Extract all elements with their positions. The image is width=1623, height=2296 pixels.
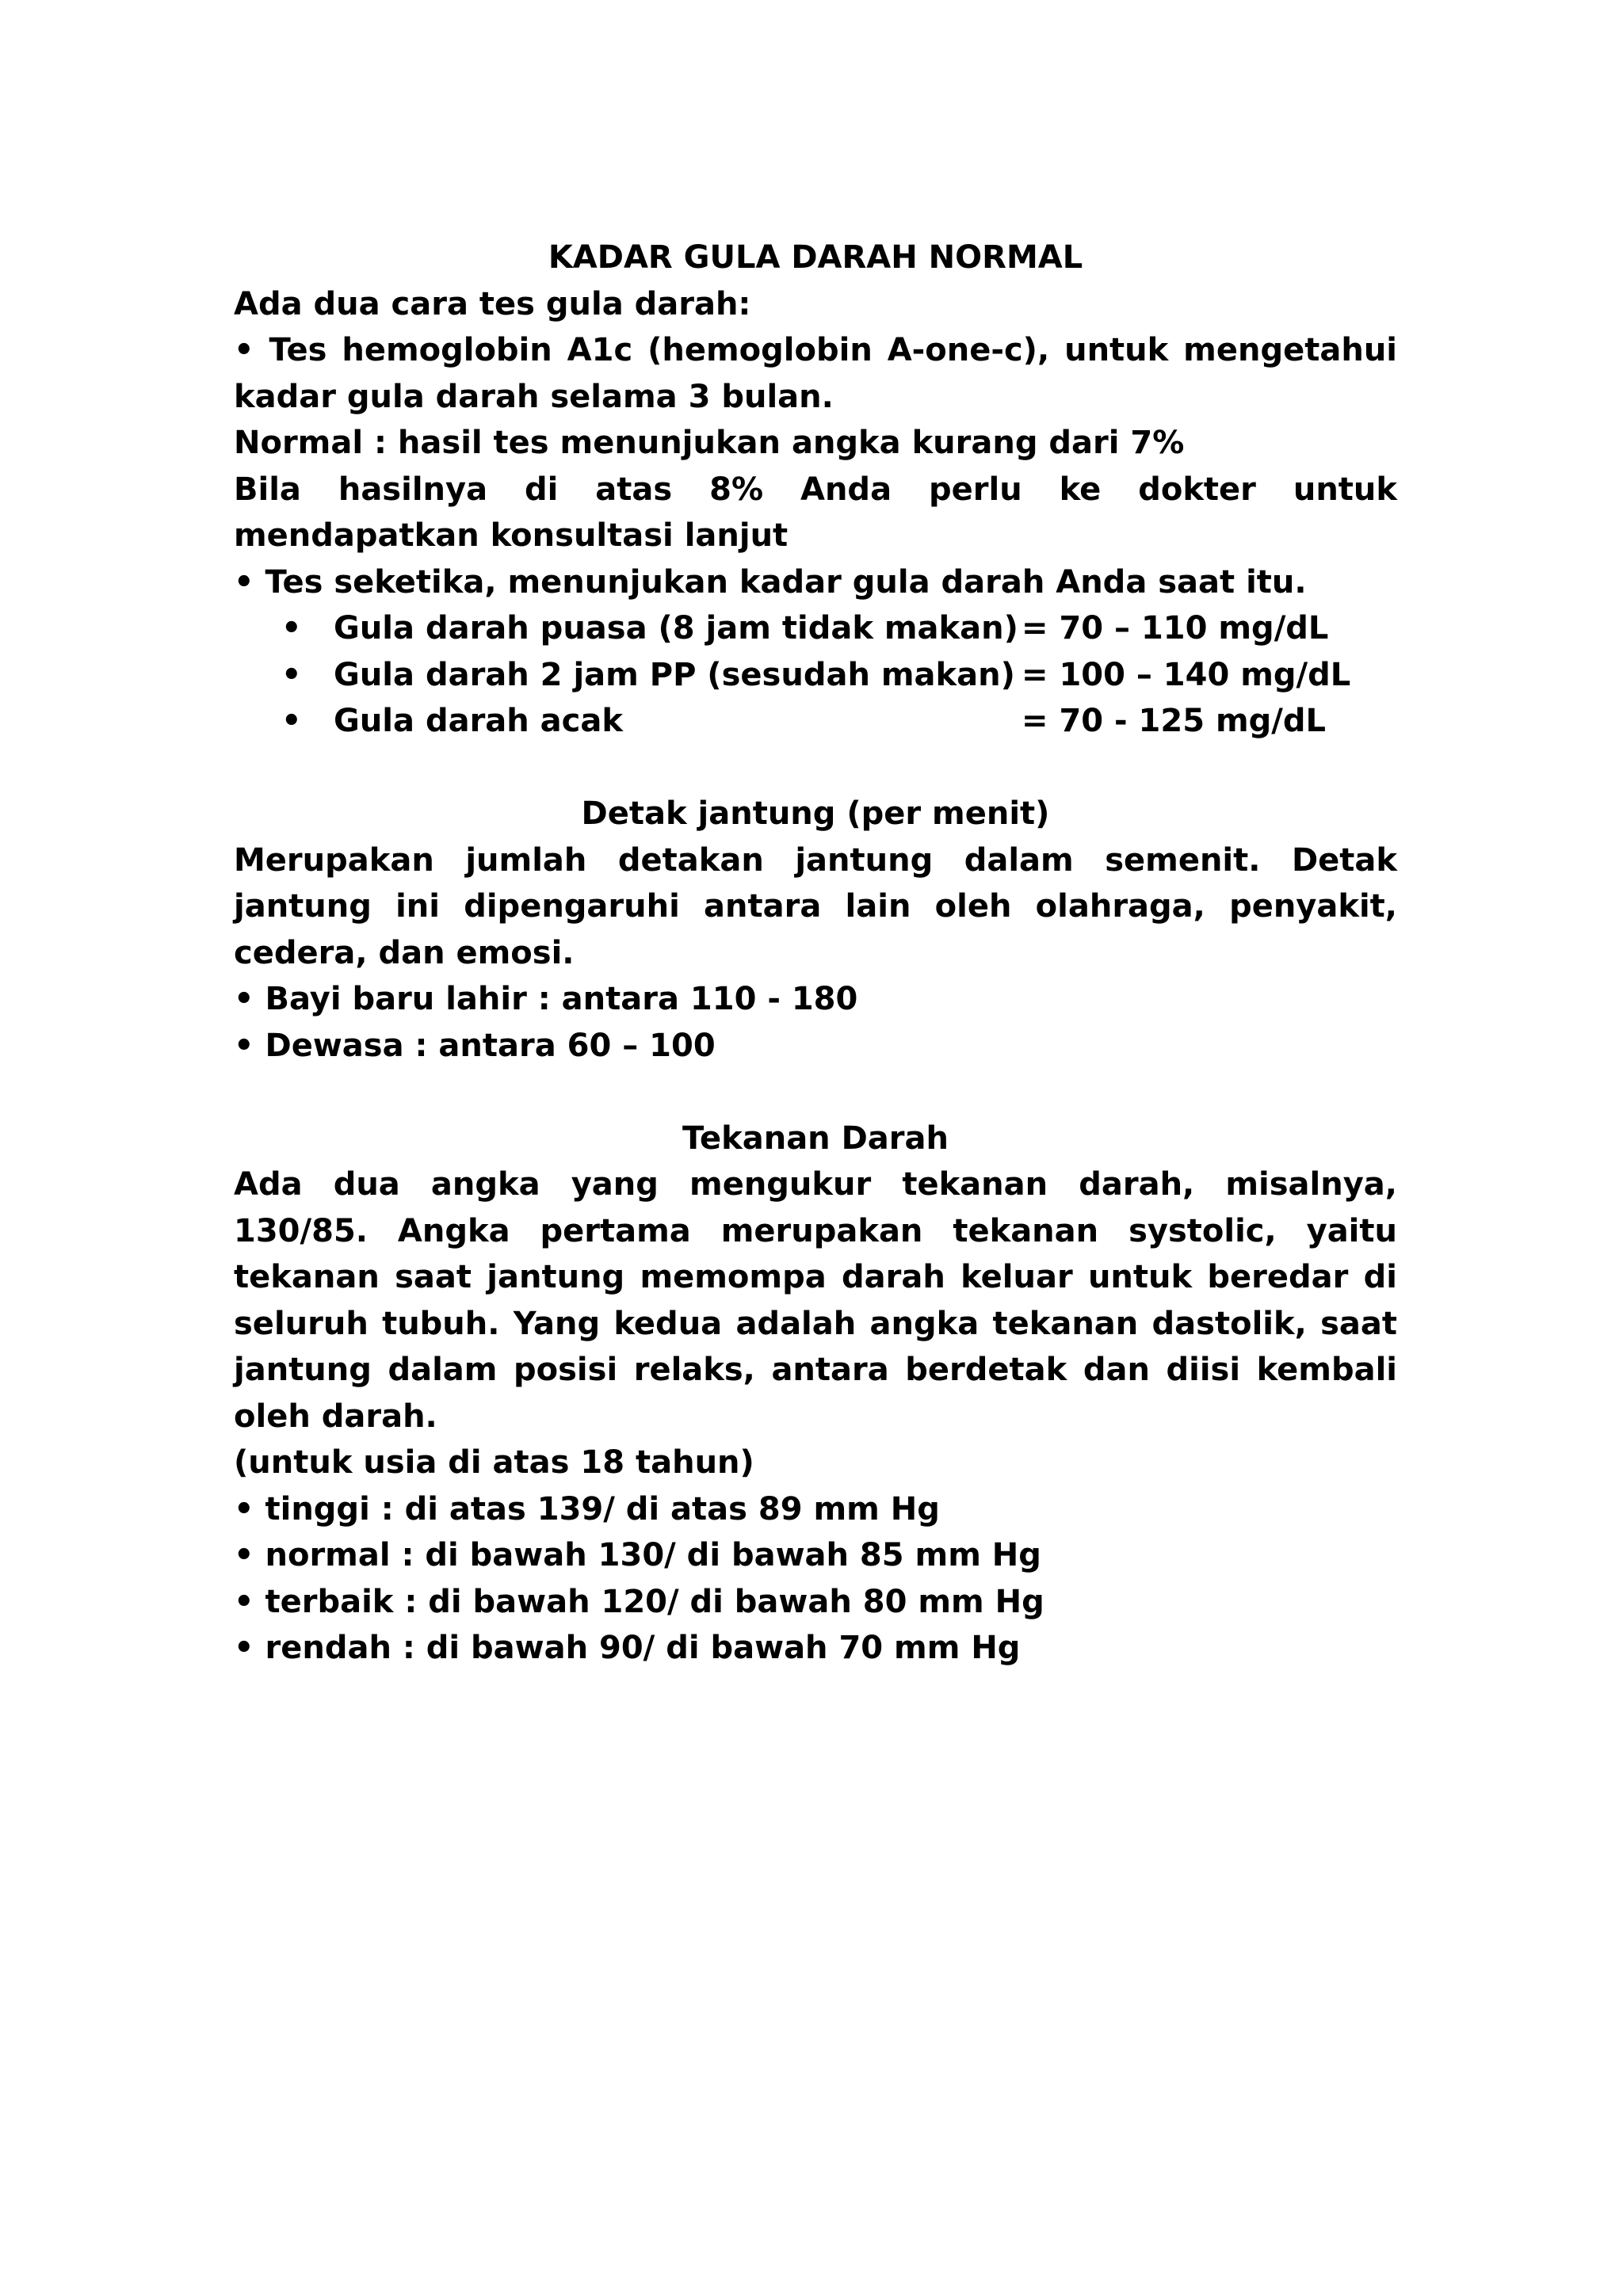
section-title-detak-jantung: Detak jantung (per menit) bbox=[581, 795, 1050, 832]
section-title-gula-darah: KADAR GULA DARAH NORMAL bbox=[548, 239, 1083, 276]
age-note: (untuk usia di atas 18 tahun) bbox=[234, 1444, 754, 1481]
bullet-dot: • bbox=[281, 703, 302, 739]
bullet-dot: • bbox=[281, 610, 302, 646]
instant-test-bullet: • Tes seketika, menunjukan kadar gula darah Anda saat itu. bbox=[234, 563, 1307, 601]
list-item: • Bayi baru lahir : antara 110 - 180 bbox=[234, 981, 858, 1017]
section-spacer bbox=[234, 1069, 1397, 1116]
bullet-dot: • bbox=[281, 656, 302, 693]
hba1c-normal-line: Normal : hasil tes menunjukan angka kurang dari 7% bbox=[234, 425, 1185, 461]
item-label: Gula darah puasa (8 jam tidak makan) bbox=[334, 610, 1018, 646]
item-value: = 100 – 140 mg/dL bbox=[1022, 656, 1351, 693]
hba1c-bullet: • Tes hemoglobin A1c (hemoglobin A-one-c), untuk mengetahui kadar gula darah selama 3 bulan. bbox=[234, 332, 1397, 415]
item-value: = 70 – 110 mg/dL bbox=[1022, 610, 1329, 646]
list-item: • tinggi : di atas 139/ di atas 89 mm Hg bbox=[234, 1490, 940, 1527]
tekanan-intro: Ada dua angka yang mengukur tekanan darah, misalnya, 130/85. Angka pertama merupakan tekanan systolic, yaitu tekanan saat jantung memompa darah keluar untuk beredar di seluruh tubuh. Yang kedua adalah angka tekanan dastolik, saat jantung dalam posisi relaks, antara berdetak dan diisi kembali oleh darah. bbox=[234, 1166, 1397, 1435]
list-item bbox=[234, 652, 1397, 699]
detak-intro: Merupakan jumlah detakan jantung dalam semenit. Detak jantung ini dipengaruhi antara lain oleh olahraga, penyakit, cedera, dan emosi. bbox=[234, 841, 1397, 971]
blood-sugar-list bbox=[234, 605, 1397, 745]
item-label: Gula darah acak bbox=[334, 703, 623, 739]
gula-intro: Ada dua cara tes gula darah: bbox=[234, 285, 751, 322]
list-item bbox=[234, 698, 1397, 745]
list-item: • rendah : di bawah 90/ di bawah 70 mm Hg bbox=[234, 1630, 1021, 1666]
list-item: • normal : di bawah 130/ di bawah 85 mm Hg bbox=[234, 1537, 1041, 1573]
list-item bbox=[234, 605, 1397, 652]
list-item: • Dewasa : antara 60 – 100 bbox=[234, 1027, 716, 1064]
section-title-tekanan-darah: Tekanan Darah bbox=[682, 1119, 949, 1157]
document-body bbox=[234, 235, 1397, 1672]
item-value: = 70 - 125 mg/dL bbox=[1022, 703, 1327, 739]
hba1c-advice: Bila hasilnya di atas 8% Anda perlu ke dokter untuk mendapatkan konsultasi lanjut bbox=[234, 471, 1397, 554]
list-item: • terbaik : di bawah 120/ di bawah 80 mm Hg bbox=[234, 1583, 1044, 1620]
item-label: Gula darah 2 jam PP (sesudah makan) bbox=[334, 656, 1015, 693]
section-spacer bbox=[234, 745, 1397, 791]
